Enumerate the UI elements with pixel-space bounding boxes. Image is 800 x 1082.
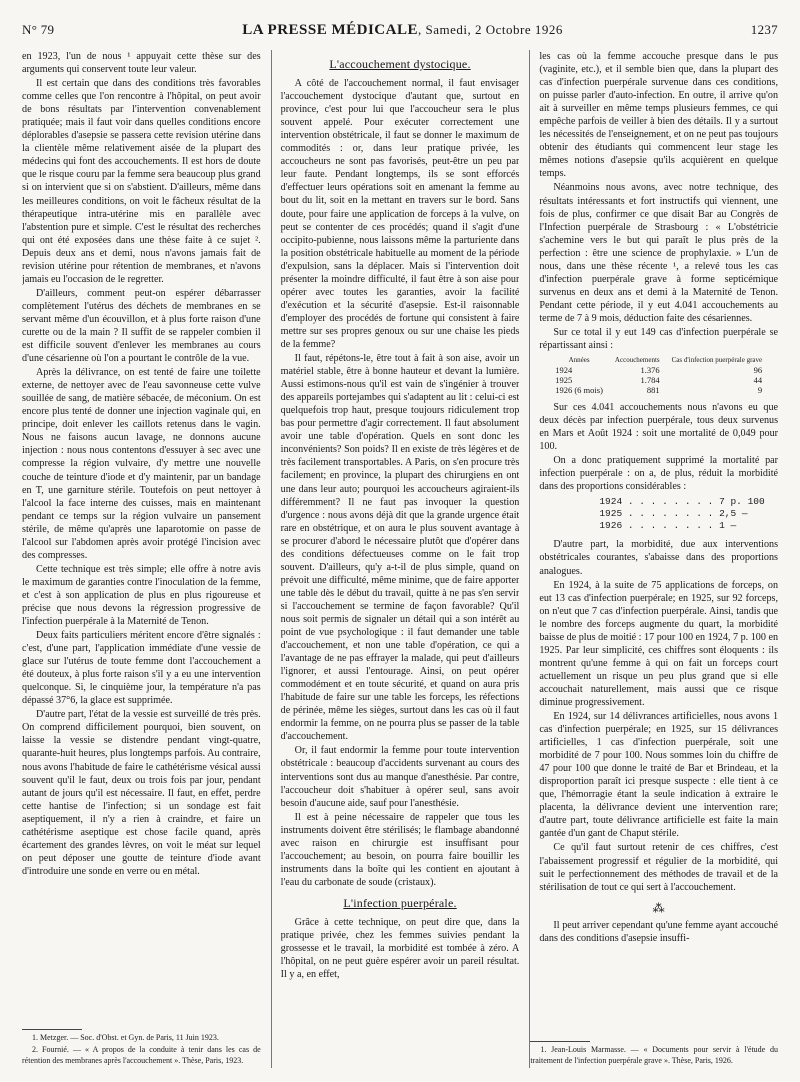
paragraph: D'autre part, la morbidité, due aux interventions obstétricales courantes, s'abaisse dans des proportions analogues. <box>539 539 779 577</box>
paragraph: Il peut arriver cependant qu'une femme ayant accouché dans des conditions d'asepsie insuffi- <box>539 919 779 944</box>
morb-rate: 1 <box>719 520 725 532</box>
paragraph: En 1924, à la suite de 75 applications de forceps, on eut 13 cas d'infection puerpérale; en 1925, sur 92 forceps, on n'eut que 7 cas d'infection puerpérale. Ainsi, tandis que le nombre des forceps augmente du quart, la morbidité baisse de plus de moitié : 17 pour 100 en 1924, 7 p. 100 en 1925. Par leur simplicité, ces chiffres sont éloquents : ils montrent qu'une femme à qui on fait un forceps court actuellement un risque un peu plus grand que si elle accouchait naturellement, mais aussi que ce risque diminue progressivement. <box>539 579 779 708</box>
running-head <box>22 22 778 40</box>
paragraph: Sur ce total il y eut 149 cas d'infection puerpérale se répartissant ainsi : <box>539 326 779 352</box>
paragraph: Cette technique est très simple; elle offre à notre avis le maximum de garanties contre l'inoculation de la femme, et c'est à son application de plus en plus rigoureuse et précise que nous devons la régression progressive de l'infection puerpérale à la Maternité de Tenon. <box>22 563 261 628</box>
paragraph: Après la délivrance, on est tenté de faire une toilette externe, de nettoyer avec de l'eau savonneuse cette vulve souillée de sang, de matière sébacée, de méconium. On est encore plus tenté de donner une injection vaginale qui, en principe, doit enlever les caillots retenus dans le vagin. Nous ne faisons aucun lavage, ne donnons aucune injection : nous nous contentons d'essuyer à sec avec une compresse la région vulvaire, d'y mettre une nouvelle couche de teinture d'iode et d'y maintenir, par un bandage en T, une garniture stérile. Toutefois on peut nettoyer à l'alcool la face interne des cuisses, mais en maintenant pendant ce temps sur la région vulvaire un pansement stérile, de même qu'après une laparotomie on passe de l'alcool sur l'abdomen après avoir protégé l'incision avec des compresses. <box>22 367 261 561</box>
paragraph: En 1924, sur 14 délivrances artificielles, nous avons 1 cas d'infection puerpérale; en 1925, sur 15 délivrances artificielles, 1 cas d'infection puerpérale, soit une morbidité de 7 pour 100. Nous sommes loin du chiffre de 47 pour 100 que donne le traité de Bar et Brindeau, et la disproportion paraît ici presque suspecte : elle tient à ce que, l'hémorragie étant la seule indication à extraire le placenta, la délivrance devient une intervention rare; d'autre part, toute délivrance artificielle est faite la main gantée d'un gant de Chaput stérile. <box>539 711 779 840</box>
table-cell: 96 <box>753 365 763 376</box>
paragraph: Grâce à cette technique, on peut dire que, dans la pratique privée, chez les femmes suivies pendant la grossesse et le travail, la morbidité est tombée à zéro. A l'hôpital, on ne peut guère espérer avoir un pareil résultat. Il y a, en effet, <box>280 917 520 981</box>
table-cell: 881 <box>646 385 660 396</box>
paragraph: D'autre part, l'état de la vessie est surveillé de très près. On comprend difficilement pourquoi, bien souvent, on laisse la vessie se distendre pendant vingt-quatre, quarante-huit heures, plus longtemps parfois. Au contraire, nous avons l'habitude de faire le cathétérisme vésical aussi souvent qu'il le faut, deux ou trois fois par jour, pendant autant de jours qu'il est nécessaire. Il faut, en effet, perdre cette hantise de l'infection; si un sondage est fait aseptiquement, il n'y a rien à craindre, et faire un cathétérisme aseptique est chose facile quand, après écartement des grandes lèvres, on voit le méat sur lequel on peut déposer une goutte de teinture d'iode avant d'introduire une sonde en verre ou en métal. <box>22 709 261 877</box>
footnote-rule <box>530 1041 590 1042</box>
footnotes <box>530 1041 778 1068</box>
issue-number: N° 79 <box>22 22 55 37</box>
column-middle <box>271 50 520 1068</box>
column-header: Années <box>568 356 590 365</box>
footnote: 1. Jean-Louis Marmasse. — « Documents pour servir à l'étude du traitement de l'infection puerpérale grave ». Thèse, Paris, 1926. <box>530 1045 779 1065</box>
paragraph: Or, il faut endormir la femme pour toute intervention obstétricale : beaucoup d'accidents survenant au cours des interventions sont dus au manque d'anesthésie. Par contre, l'accoucheur doit s'habituer à opérer seul, sans avoir besoin d'aucune aide, sauf pour l'anesthésie. <box>280 745 520 809</box>
morb-unit: — <box>730 520 737 532</box>
paragraph: en 1923, l'un de nous ¹ appuyait cette thèse sur des arguments qui conservent toute leur valeur. <box>22 51 261 76</box>
paragraph: Il est certain que dans des conditions très favorables comme celles que l'on rencontre à l'hôpital, on peut avoir de bons résultats par l'intervention convenablement pratiquée; mais il faut voir dans quelles conditions encore déplorables d'asepsie se passera cette revision utérine dans la clientèle même relativement aisée de la plupart des médecins qui font des accouchements. Il est hors de doute que le risque couru par la femme sera beaucoup plus grand si on intervient que si on s'abstient. D'ailleurs, même dans les meilleures conditions, on voit le fâcheux résultat de la thérapeutique intra-utérine mis en parallèle avec l'abstention pure et simple. C'est le résultat des recherches qui ont été exposées dans une thèse faite à ce sujet ². Depuis deux ans et demi, nous n'avons jamais fait de revision utérine pour rétention de membranes, et n'avons jamais eu l'occasion de le regretter. <box>22 78 261 285</box>
table-cell: 44 <box>753 375 763 386</box>
morb-rate: 7 <box>719 496 725 508</box>
column-left <box>22 50 261 1068</box>
paragraph: A côté de l'accouchement normal, il faut envisager l'accouchement dystocique d'autant que, surtout en province, c'est pour lui que l'accoucheur sera le plus souvent appelé. Pour exécuter correctement une intervention obstétricale, il faut se donner le maximum de commodités : or, dans leur pratique privée, les accoucheurs ne sont pas favorisés, peut-être un peu par leur faute. Pendant longtemps, ils se sont efforcés d'effectuer leurs opérations soit en amenant la femme au bout du lit, soit en la mettant en travers sur le bord. Sans doute, pour faire une application de forceps à la vulve, on peut se contenter de ces procédés; quand il s'agit d'une occipito-pubienne, nous laissons même la parturiente dans la position obstétricale habituelle au moment de la période d'expulsion, sans la déplacer. Mais si l'intervention doit présenter la moindre difficulté, il faut être à son aise pour opérer avec toutes les garanties, avoir la facilité d'exécution et la sécurité d'asepsie. Est-il raisonnable d'employer des procédés de fortune qui consistent à faire mettre sur ses propres genoux ou sur une chaise les pieds de la femme? <box>280 78 520 350</box>
table-row <box>549 375 768 385</box>
section-heading: L'accouchement dystocique. <box>329 57 471 71</box>
table-cell: 1924 <box>555 365 573 376</box>
morb-year: 1926 <box>599 520 623 532</box>
footnote-rule <box>22 1029 82 1030</box>
paragraph: Deux faits particuliers méritent encore d'être signalés : c'est, d'une part, l'application immédiate d'une vessie de glace sur l'utérus de toute femme dont l'accouchement a été douteux, à plus forte raison s'il y a eu une intervention quelconque. Si, le cinquième jour, la température n'a pas dépassé 37°6, la glace est supprimée. <box>22 630 261 707</box>
list-item: 1924 . . . . . . . . 7 p. 100 <box>599 496 765 508</box>
footnote: 1. Metzger. — Soc. d'Obst. et Gyn. de Paris, 11 Juin 1923. <box>32 1032 219 1042</box>
text-columns <box>22 50 778 1068</box>
section-heading: L'infection puerpérale. <box>343 895 457 910</box>
issue-date: , Samedi, 2 Octobre 1926 <box>417 22 563 37</box>
morb-unit: p. 100 <box>730 496 765 508</box>
column-right <box>529 50 778 1068</box>
table-cell: 1925 <box>555 375 573 386</box>
paragraph: On a donc pratiquement supprimé la mortalité par infection puerpérale : on a, de plus, réduit la morbidité dans des proportions considérables : <box>539 455 779 493</box>
morb-year: 1925 <box>599 508 623 520</box>
morb-unit: — <box>741 508 748 520</box>
table-cell: 1.376 <box>640 365 660 376</box>
paragraph: Néanmoins nous avons, avec notre technique, des résultats intéressants et fort instructifs qui viennent, une fois de plus, confirmer ce que disait Bar au Congrès de l'Infection puerpérale de Strasbourg : « L'obstétricie s'achemine vers le but qui paraît le plus près de la perfection : être une science de prophylaxie. » L'un de nous, dans une thèse récente ¹, a relevé tous les cas d'infection puerpérale grave à forme septicémique survenus en deux ans et demi à la Maternité de Tenon. Pendant cette période, il y eut 4.041 accouchements au terme de 7 à 9 mois, déduction faite des césariennes. <box>539 182 779 324</box>
table-row <box>549 385 768 395</box>
paragraph: les cas où la femme accouche presque dans le pus (vaginite, etc.), et il semble bien que, dans la plupart des cas d'infection puerpérale survenue dans ces conditions, on puisse parler d'auto-infection. En outre, il arrive qu'on ait à surveiller en même temps plusieurs femmes, ce qui empêche parfois de veiller à bien des détails. Il y a surtout les nécessités de l'enseignement, et on ne peut pas toujours obtenir des étudiants qui commencent leur stage les mêmes notions d'asepsie qu'ils acquièrent en quelque temps. <box>539 51 779 180</box>
journal-title: LA PRESSE MÉDICALE <box>242 22 418 38</box>
infection-table <box>549 355 768 395</box>
paragraph: Il faut, répétons-le, être tout à fait à son aise, avoir un matériel stable, être à bonne hauteur et devant la lumière. Aussi estimons-nous qu'il est vain de s'ingénier à trouver des appareils portejambes qui s'adaptent au lit : celui-ci est quelquefois trop haut, presque toujours ridiculement trop bas pour permettre d'agir correctement. Il faut absolument avoir une table d'opération. Quels en sont donc les inconvénients? Son poids? Il en existe de très légères et de très facilement transportables. A Paris, on s'en procure très facilement; en province, la plupart des chirurgiens en ont une dans leur auto; pourquoi les accoucheurs agiraient-ils différemment? Il ne faut pas invoquer la question d'urgence : nous avons déjà dit que la grande urgence était rare en obstétrique, et on aura le plus souvent avantage à se procurer d'abord le nécessaire plutôt que d'opérer dans des conditions défectueuses comme on le fait trop souvent. D'ailleurs, qu'y a-t-il de plus simple, quand on prévoit une difficulté, même minime, que de faire apporter une table dès le début du travail, quitte à ne pas s'en servir si l'accouchement se termine de façon favorable? Qu'il nous soit permis de signaler un détail qui a son intérêt au point de vue psychologique : il faut demander une table d'accouchement, et non une table d'opération, ce qui a l'avantage de ne pas effrayer la malade, qui peut d'ailleurs l'ignorer, et aussi l'entourage. Ainsi, on peut opérer commodément et en toute sécurité, et quand on aura pris l'habitude de faire sur une table les forceps, les réfections de périnée, même les sièges, surtout dans les cas où il faut endormir la femme, on ne pourra plus se passer de la table d'accouchement. <box>280 353 520 743</box>
paragraph: Ce qu'il faut surtout retenir de ces chiffres, c'est l'abaissement progressif et régulier de la morbidité, qui suit le perfectionnement des méthodes de travail et de la stérilisation de tout ce qui sert à l'accouchement. <box>539 842 779 893</box>
paragraph: D'ailleurs, comment peut-on espérer débarrasser complètement l'utérus des déchets de membranes en se servant même d'un écouvillon, et à plus forte raison d'une curette ou de la main ? Il suffit de se rappeler combien il est difficile souvent d'enlever les membranes au cours d'une césarienne où l'on a pourtant le contrôle de la vue. <box>22 287 261 365</box>
table-header-row <box>549 355 768 365</box>
table-cell: 9 <box>757 385 763 396</box>
journal-title-line <box>242 22 563 39</box>
column-header: Cas d'infection puerpérale grave <box>671 356 763 365</box>
footnotes <box>22 1029 261 1069</box>
footnote: 2. Fournié. — « A propos de la conduite à tenir dans les cas de rétention des membranes après l'accouchement ». Thèse, Paris, 1923. <box>22 1045 261 1065</box>
table-cell: 1.784 <box>640 375 660 386</box>
morb-year: 1924 <box>599 496 623 508</box>
column-header: Accouchements <box>614 356 660 365</box>
morbidity-list <box>599 496 778 532</box>
morb-rate: 2,5 <box>719 508 737 520</box>
table-cell: 1926 (6 mois) <box>555 385 603 396</box>
paragraph: Il est à peine nécessaire de rappeler que tous les instruments doivent être stérilisés; le flambage abandonné avec raison en chirurgie est insuffisant pour l'accouchement; au besoin, on pourra faire bouillir les instruments dans la boîte qui les contient en ajoutant à l'eau du carbonate de soude (cristaux). <box>280 811 520 888</box>
table-row <box>549 365 768 375</box>
paragraph: Sur ces 4.041 accouchements nous n'avons eu que deux décès par infection puerpérale, tous deux survenus en Mars et Août 1924 : soit une mortalité de 0,049 pour 100. <box>539 402 779 453</box>
list-item: 1926 . . . . . . . . 1 — <box>599 520 737 532</box>
section-separator: ⁂ <box>652 900 665 915</box>
page-number: 1237 <box>750 22 778 37</box>
list-item: 1925 . . . . . . . . 2,5 — <box>599 508 748 520</box>
